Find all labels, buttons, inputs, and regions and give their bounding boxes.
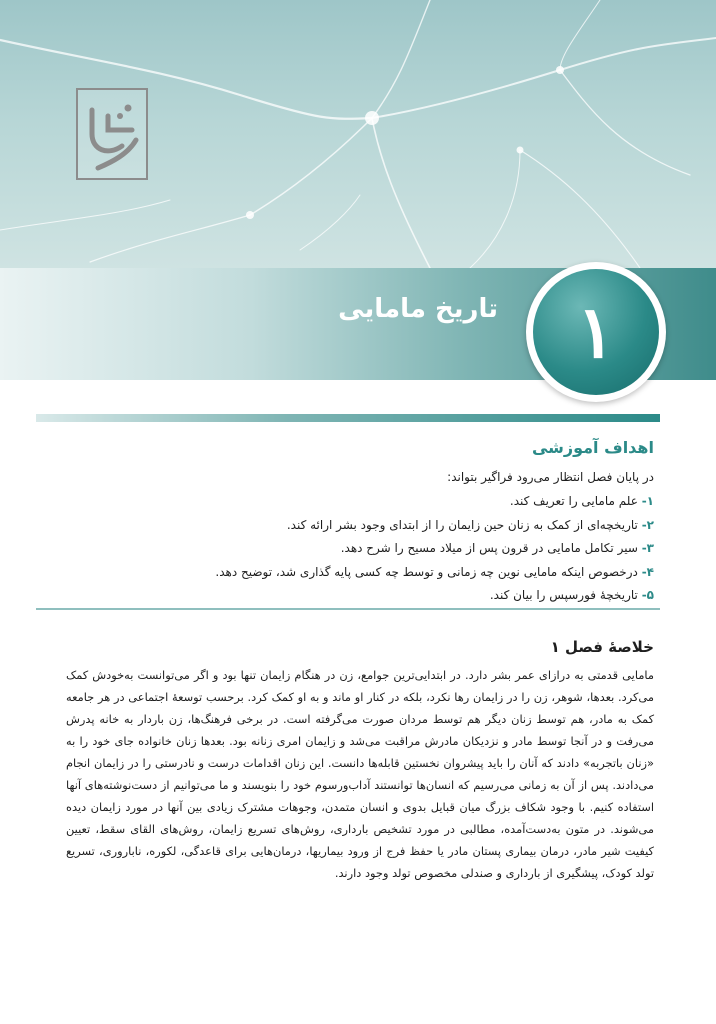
chapter-number-badge [526, 262, 666, 402]
objective-item [215, 494, 654, 518]
publisher-logo-icon [78, 90, 146, 178]
objective-item [215, 518, 654, 542]
objective-number: ۱- [641, 494, 654, 508]
objective-item [215, 565, 654, 589]
chapter-title: تاریخ مامایی [338, 294, 498, 324]
summary-paragraph: مامایی قدمتی به درازای عمر بشر دارد. در ابتدایی‌ترین جوامع، زن در هنگام زایمان تنها بود و اگر می‌توانست به‌خودش کمک می‌کرد. بعدها، شوهر، زن را در زایمان رها نکرد، بلکه در کنار او ماند و به او کمک کرد. برحسب توسعهٔ اجتماعی در هر جامعه کمک به مادر، هم توسط زنان دیگر هم توسط مردان صورت می‌گرفته است. در برخی فرهنگ‌ها، زن باردار به خانه پدرش می‌رفت و در آنجا توسط مادر و نزدیکان مادرش مراقبت می‌شد و زایمان امری زنانه بود. بعدها زنان خانواده جای خود را به «زنان باتجربه» دادند که آنان را باید پیشروان نخستین قابله‌ها دانست. این زنان اقدامات درست و نادرستی را در زایمان انجام می‌دادند. پس از آن به زمانی می‌رسیم که انسان‌ها توانستند آداب‌ورسوم خود را بنویسند و ما می‌توانیم از دست‌نوشته‌های آنها استفاده کنیم. با وجود شکاف بزرگ میان قبایل بدوی و انسان متمدن، وجوهات مشترک زیادی بین آنها در مورد زایمان دیده می‌شوند. در متون به‌دست‌آمده، مطالبی در مورد تشخیص بارداری، روش‌های تسریع زایمان، روش‌های القای سقط، تعیین کیفیت شیر مادر، درمان بیماری پستان مادر یا حفظ فرج از ورود بیماریها، درمان‌هایی برای قاعدگی، لکوره، ناباروری، تسریع تولد کودک، پیشگیری از بارداری و صندلی مخصوص تولد وجود دارند. [66, 668, 654, 880]
objective-text: علم مامایی را تعریف کند. [509, 494, 642, 508]
publisher-logo [76, 88, 148, 180]
objective-text: تاریخچه‌ای از کمک به زنان حین زایمان را از ابتدای وجود بشر ارائه کند. [286, 517, 642, 532]
objective-item [215, 541, 654, 565]
objectives-top-divider [36, 414, 660, 422]
objective-number: ۵- [641, 588, 654, 602]
objectives-bottom-divider [36, 608, 660, 610]
objective-text: تاریخچهٔ فورسپس را بیان کند. [489, 588, 642, 602]
objective-text: سیر تکامل مامایی در قرون پس از میلاد مسیح را شرح دهد. [340, 541, 642, 555]
chapter-number: ۱ [576, 289, 616, 374]
objective-number: ۳- [641, 541, 654, 555]
objectives-intro: در پایان فصل انتظار می‌رود فراگیر بتواند: [447, 470, 654, 484]
objective-number: ۴- [641, 564, 654, 579]
objective-number: ۲- [641, 517, 654, 532]
objectives-heading: اهداف آموزشی [531, 438, 654, 457]
objectives-list [215, 494, 654, 612]
objective-text: درخصوص اینکه مامایی نوین چه زمانی و توسط چه کسی پایه گذاری شد، توضیح دهد. [215, 564, 642, 579]
summary-heading: خلاصهٔ فصل ۱ [550, 638, 654, 656]
